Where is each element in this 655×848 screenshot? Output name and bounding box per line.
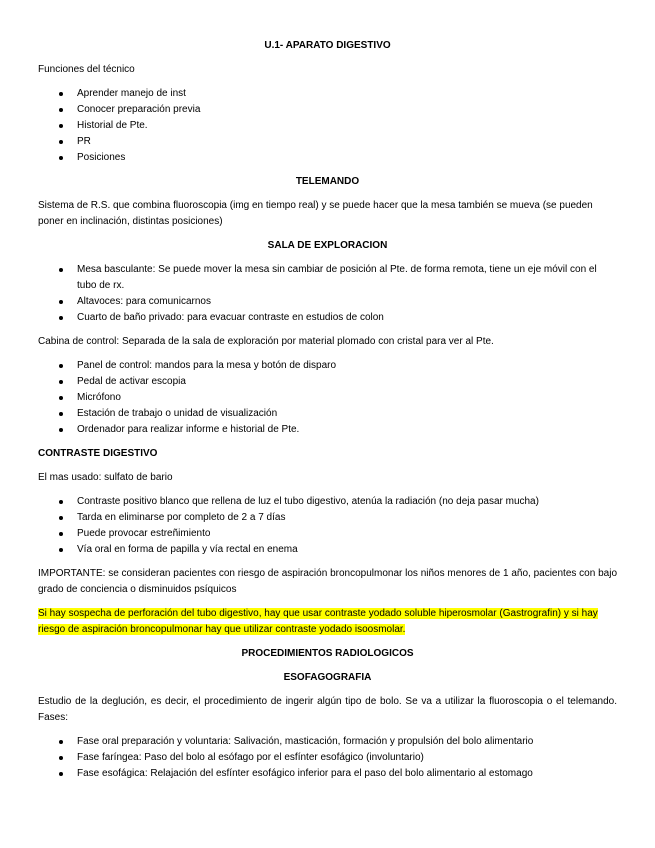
list-item: Fase esofágica: Relajación del esfínter esofágico inferior para el paso del bolo alimentario al estomago	[38, 766, 617, 782]
list-item: Vía oral en forma de papilla y vía rectal en enema	[38, 542, 617, 558]
list-item: Estación de trabajo o unidad de visualización	[38, 406, 617, 422]
list-item: Cuarto de baño privado: para evacuar contraste en estudios de colon	[38, 310, 617, 326]
cabina-text: Cabina de control: Separada de la sala de exploración por material plomado con cristal para ver al Pte.	[38, 336, 494, 347]
list-item: Tarda en eliminarse por completo de 2 a 7 días	[38, 510, 617, 526]
list-item: Posiciones	[38, 150, 617, 166]
list-item: Micrófono	[38, 390, 617, 406]
esofagografia-text: Estudio de la deglución, es decir, el procedimiento de ingerir algún tipo de bolo. Se va a utilizar la fluoroscopia o el telemando. Fases:	[38, 696, 617, 723]
contraste-heading: CONTRASTE DIGESTIVO	[38, 448, 158, 459]
cabina-list	[38, 358, 617, 438]
importante-text: IMPORTANTE: se consideran pacientes con riesgo de aspiración broncopulmonar los niños menores de 1 año, pacientes con bajo grado de conciencia o disminuidos psíquicos	[38, 568, 617, 595]
telemando-heading: TELEMANDO	[295, 176, 360, 187]
list-item: Mesa basculante: Se puede mover la mesa sin cambiar de posición al Pte. de forma remota, tiene un eje móvil con el tubo de rx.	[38, 262, 617, 294]
contraste-list	[38, 494, 617, 558]
highlight-paragraph	[38, 606, 617, 638]
esofagografia-heading: ESOFAGOGRAFIA	[283, 672, 372, 683]
list-item: Panel de control: mandos para la mesa y botón de disparo	[38, 358, 617, 374]
procedimientos-heading: PROCEDIMIENTOS RADIOLOGICOS	[241, 648, 414, 659]
list-item: Conocer preparación previa	[38, 102, 617, 118]
highlighted-text: Si hay sospecha de perforación del tubo digestivo, hay que usar contraste yodado soluble hiperosmolar (Gastrografin) y si hay riesgo de aspiración broncopulmonar hay que utilizar contraste yodado isoosmolar.	[38, 608, 598, 635]
funciones-list	[38, 86, 617, 166]
funciones-heading: Funciones del técnico	[38, 64, 135, 75]
contraste-intro: El mas usado: sulfato de bario	[38, 472, 173, 483]
document-title: U.1- APARATO DIGESTIVO	[264, 40, 391, 51]
list-item: PR	[38, 134, 617, 150]
sala-list	[38, 262, 617, 326]
fases-list	[38, 734, 617, 782]
list-item: Contraste positivo blanco que rellena de luz el tubo digestivo, atenúa la radiación (no deja pasar mucha)	[38, 494, 617, 510]
list-item: Ordenador para realizar informe e historial de Pte.	[38, 422, 617, 438]
telemando-text: Sistema de R.S. que combina fluoroscopia (img en tiempo real) y se puede hacer que la mesa también se mueva (se pueden poner en inclinación, distintas posiciones)	[38, 200, 593, 227]
list-item: Aprender manejo de inst	[38, 86, 617, 102]
list-item: Puede provocar estreñimiento	[38, 526, 617, 542]
list-item: Fase oral preparación y voluntaria: Salivación, masticación, formación y propulsión del bolo alimentario	[38, 734, 617, 750]
list-item: Pedal de activar escopia	[38, 374, 617, 390]
list-item: Fase faríngea: Paso del bolo al esófago por el esfínter esofágico (involuntario)	[38, 750, 617, 766]
list-item: Historial de Pte.	[38, 118, 617, 134]
sala-heading: SALA DE EXPLORACION	[267, 240, 388, 251]
list-item: Altavoces: para comunicarnos	[38, 294, 617, 310]
